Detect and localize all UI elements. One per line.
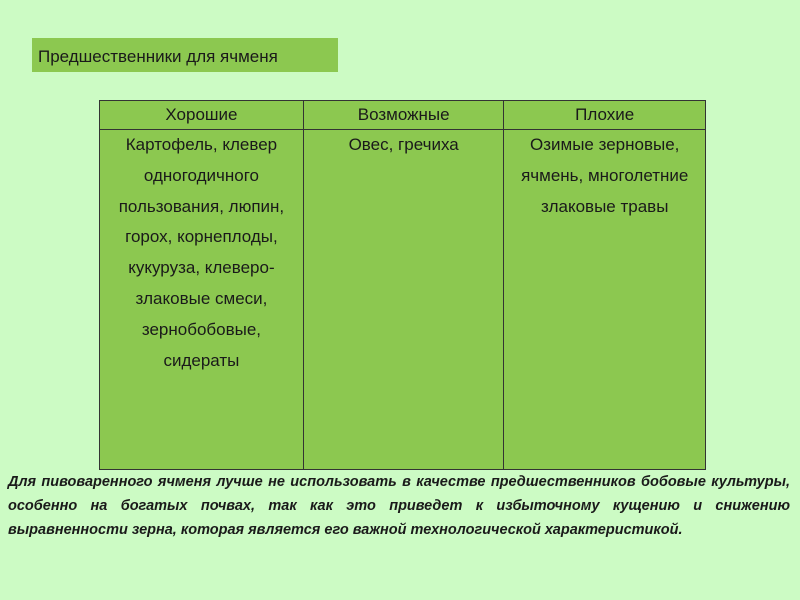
cell-bad: Озимые зерновые, ячмень, многолетние злаковые травы xyxy=(504,130,706,470)
predecessors-table xyxy=(99,100,706,470)
table-header-row xyxy=(100,101,706,130)
table-row xyxy=(100,130,706,470)
cell-good: Картофель, клевер одногодичного пользования, люпин, горох, корнеплоды, кукуруза, клеверо-злаковые смеси, зернобобовые, сидераты xyxy=(100,130,304,470)
note-paragraph: Для пивоваренного ячменя лучше не использовать в качестве предшественников бобовые культуры, особенно на богатых почвах, так как это приведет к избыточному кущению и снижению выравненности зерна, которая является его важной технологической характеристикой. xyxy=(8,474,790,538)
header-bad: Плохие xyxy=(504,101,706,130)
slide-title: Предшественники для ячменя xyxy=(38,47,278,66)
header-possible: Возможные xyxy=(303,101,504,130)
cell-possible: Овес, гречиха xyxy=(303,130,504,470)
header-good: Хорошие xyxy=(100,101,304,130)
